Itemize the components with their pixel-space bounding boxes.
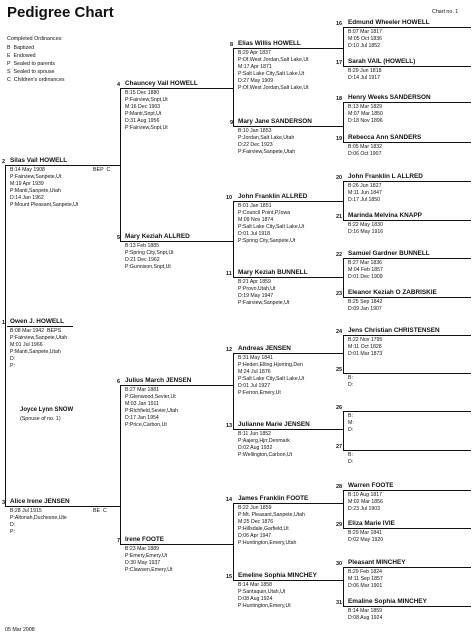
connector-line bbox=[327, 126, 343, 127]
person-fact: B:14 Mar 1859 bbox=[348, 608, 383, 614]
person-fact: D: bbox=[10, 355, 16, 362]
connector-line bbox=[345, 102, 471, 103]
connector-line bbox=[345, 335, 471, 336]
person-number: 12 bbox=[226, 347, 233, 353]
connector-line bbox=[327, 429, 343, 430]
person-fact: M:04 Feb 1857 bbox=[348, 266, 383, 273]
connector-line bbox=[5, 165, 6, 507]
connector-line bbox=[233, 353, 235, 354]
connector-line bbox=[345, 181, 471, 182]
person-number: 5 bbox=[117, 235, 121, 241]
person-fact: P:Spring City,Snpt,Ut bbox=[125, 249, 174, 256]
connector-line bbox=[233, 48, 234, 127]
connector-line bbox=[214, 241, 233, 242]
person-fact: B: bbox=[348, 413, 353, 419]
person-number: 30 bbox=[336, 561, 343, 567]
person-number: 17 bbox=[336, 60, 343, 66]
person-fact: D:10 Jul 1852 bbox=[348, 42, 381, 49]
person-number: 15 bbox=[226, 574, 233, 580]
connector-line bbox=[120, 544, 122, 545]
connector-line bbox=[233, 580, 235, 581]
person-fact: P:Salt Lake City,Salt Lake,Ut bbox=[238, 70, 305, 77]
person-name: Mary Keziah BUNNELL bbox=[238, 269, 308, 276]
person-fact: P:Spring City,Sanpete,Ut bbox=[238, 237, 296, 244]
connector-line bbox=[233, 201, 234, 278]
ordinance-codes: BEP C bbox=[93, 167, 111, 173]
person-fact: B:22 Nov 1795 bbox=[348, 337, 383, 343]
person-number: 9 bbox=[230, 120, 234, 126]
person-name: Julianne Marie JENSEN bbox=[238, 421, 310, 428]
person-number: 8 bbox=[230, 42, 234, 48]
person-fact: B:08 Mar 1942 bbox=[10, 328, 45, 334]
person-number: 27 bbox=[336, 444, 343, 450]
person-fact: B:21 Apr 1859 bbox=[238, 279, 271, 285]
person-name: Chauncey Vail HOWELL bbox=[125, 80, 198, 87]
connector-line bbox=[235, 48, 327, 49]
person-fact: B:22 May 1830 bbox=[348, 222, 383, 228]
connector-line bbox=[214, 88, 233, 89]
connector-line bbox=[343, 142, 345, 143]
connector-line bbox=[345, 373, 471, 374]
person-fact: M:17 Apr 1871 bbox=[238, 63, 272, 70]
person-fact: D:06 Apr 1947 bbox=[238, 532, 272, 539]
connector-line bbox=[345, 27, 471, 28]
connector-line bbox=[343, 335, 344, 374]
legend-item: S Sealed to spouse bbox=[7, 69, 55, 75]
person-fact: P:Fairview,Sanpete,Ut bbox=[10, 173, 62, 180]
spouse-note: (Spouse of no. 1) bbox=[20, 416, 61, 422]
person-number: 20 bbox=[336, 175, 343, 181]
connector-line bbox=[345, 258, 471, 259]
person-fact: D:01 Dec 1909 bbox=[348, 273, 383, 280]
person-name: Sarah VAIL (HOWELL) bbox=[348, 58, 416, 65]
person-fact: P:Glenwood,Sevier,Ut bbox=[125, 393, 176, 400]
person-fact: P:Gunnison,Snpt,Ut bbox=[125, 263, 171, 270]
connector-line bbox=[345, 411, 471, 412]
person-fact: P:Fairview,Snpt,Ut bbox=[125, 96, 168, 103]
print-date: 05 Mar 2008 bbox=[5, 627, 35, 633]
person-fact: D:01 Jul 1918 bbox=[238, 230, 271, 237]
person-fact: M:02 Mar 1856 bbox=[348, 498, 383, 505]
connector-line bbox=[343, 102, 345, 103]
person-fact: M:05 Oct 1836 bbox=[348, 35, 383, 42]
legend-heading: Completed Ordinances: bbox=[7, 36, 63, 42]
connector-line bbox=[235, 353, 327, 354]
ordinance-codes: BE C bbox=[93, 508, 107, 514]
connector-line bbox=[120, 241, 122, 242]
person-fact: D:14 Jul 1917 bbox=[348, 74, 381, 81]
person-fact: B:15 Dec 1880 bbox=[125, 90, 160, 96]
person-fact: D: bbox=[348, 426, 354, 433]
person-fact: P:Mt. Pleasant,Sanpete,Utah bbox=[238, 511, 305, 518]
connector-line bbox=[120, 385, 121, 545]
connector-line bbox=[235, 277, 327, 278]
connector-line bbox=[7, 506, 119, 507]
person-fact: P:Manti,Sanpete,Utah bbox=[10, 187, 61, 194]
person-name: Emeline Sophia MINCHEY bbox=[238, 572, 317, 579]
person-name: Silas Vail HOWELL bbox=[10, 157, 68, 164]
person-name: Mary Jane SANDERSON bbox=[238, 118, 312, 125]
person-fact: B:13 Mar 1829 bbox=[348, 104, 383, 110]
connector-line bbox=[233, 126, 235, 127]
person-name: Alice Irene JENSEN bbox=[10, 498, 70, 505]
person-name: Henry Weeks SANDERSON bbox=[348, 94, 431, 101]
connector-line bbox=[343, 567, 345, 568]
connector-line bbox=[233, 429, 235, 430]
connector-line bbox=[343, 528, 345, 529]
connector-line bbox=[343, 27, 345, 28]
person-name: Mary Keziah ALLRED bbox=[125, 233, 190, 240]
person-fact: M:11 Oct 1828 bbox=[348, 343, 382, 350]
person-number: 23 bbox=[336, 291, 343, 297]
connector-line bbox=[7, 165, 119, 166]
connector-line bbox=[345, 66, 471, 67]
person-fact: D:09 Jan 1907 bbox=[348, 305, 382, 312]
person-fact: M:19 Apr 1939 bbox=[10, 180, 44, 187]
person-fact: B:29 Feb 1824 bbox=[348, 569, 383, 575]
person-fact: D: bbox=[348, 458, 354, 465]
person-name: Irene FOOTE bbox=[125, 536, 165, 543]
person-name: Emaline Sophia MINCHEY bbox=[348, 598, 427, 605]
person-number: 26 bbox=[336, 405, 343, 411]
person-number: 13 bbox=[226, 423, 233, 429]
connector-line bbox=[214, 385, 233, 386]
person-name: Eleanor Keziah O ZABRISKIE bbox=[348, 289, 437, 296]
person-fact: D: bbox=[348, 381, 354, 388]
connector-line bbox=[345, 528, 471, 529]
person-fact: M:24 Jul 1876 bbox=[238, 368, 271, 375]
person-number: 18 bbox=[336, 96, 343, 102]
connector-line bbox=[343, 411, 344, 451]
person-fact: B:14 Mar 1858 bbox=[238, 582, 273, 588]
person-fact: P:Salt Lake City,Salt Lake,Ut bbox=[238, 375, 305, 382]
person-fact: B:01 Jan 1851 bbox=[238, 203, 272, 209]
person-fact: M:07 Mar 1850 bbox=[348, 110, 383, 117]
person-name: John Franklin ALLRED bbox=[238, 193, 308, 200]
person-fact: M:11 Sep 1857 bbox=[348, 575, 383, 582]
connector-line bbox=[5, 506, 7, 507]
person-fact: D:17 Jul 1850 bbox=[348, 196, 381, 203]
connector-line bbox=[214, 544, 233, 545]
connector-line bbox=[343, 335, 345, 336]
ordinance-codes: BEPS bbox=[47, 328, 62, 334]
person-fact: P:Huntington,Emery,Ut bbox=[238, 602, 291, 609]
connector-line bbox=[343, 66, 345, 67]
connector-line bbox=[235, 429, 327, 430]
person-fact: D:14 Jan 1962 bbox=[10, 194, 44, 201]
connector-line bbox=[345, 142, 471, 143]
person-name: Warren FOOTE bbox=[348, 482, 394, 489]
person-fact: D:21 Dec 1962 bbox=[125, 256, 160, 263]
connector-line bbox=[327, 277, 343, 278]
legend-item: E Endowed bbox=[7, 53, 36, 59]
person-number: 24 bbox=[336, 329, 343, 335]
connector-line bbox=[327, 503, 343, 504]
connector-line bbox=[327, 48, 343, 49]
connector-line bbox=[233, 277, 235, 278]
person-fact: P:Richfield,Sevier,Utah bbox=[125, 407, 179, 414]
person-name: Elias Willis HOWELL bbox=[238, 40, 301, 47]
person-fact: B:29 Mar 1841 bbox=[348, 530, 383, 536]
person-fact: D:08 Aug 1924 bbox=[238, 595, 273, 602]
person-number: 19 bbox=[336, 136, 343, 142]
person-fact: P:Hillsdale,Garfield,Ut bbox=[238, 525, 289, 532]
person-fact: P:Salt Lake City,Salt Lake,Ut bbox=[238, 223, 305, 230]
connector-line bbox=[120, 88, 121, 242]
person-fact: B:14 May 1908 bbox=[10, 167, 45, 173]
person-fact: B: bbox=[348, 375, 353, 381]
person-number: 6 bbox=[117, 379, 121, 385]
person-fact: M:25 Dec 1876 bbox=[238, 518, 274, 525]
person-fact: P:Provo,Utah,Ut bbox=[238, 285, 276, 292]
person-number: 29 bbox=[336, 522, 343, 528]
person-fact: P:Of,West Jordan,Salt Lake,Ut bbox=[238, 84, 309, 91]
person-fact: B:27 Mar 1836 bbox=[348, 260, 383, 266]
person-number: 1 bbox=[2, 320, 6, 326]
connector-line bbox=[343, 297, 345, 298]
connector-line bbox=[343, 181, 345, 182]
person-fact: B:10 Aug 1817 bbox=[348, 492, 383, 498]
person-number: 2 bbox=[2, 159, 6, 165]
person-fact: P:Huntington,Emery,Utah bbox=[238, 539, 297, 546]
person-fact: D:17 Jan 1954 bbox=[125, 414, 159, 421]
connector-line bbox=[345, 297, 471, 298]
person-fact: D:06 Mar 1901 bbox=[348, 582, 383, 589]
person-fact: M: bbox=[348, 419, 354, 426]
person-fact: P:Fairview,Sanpete,Utah bbox=[10, 334, 68, 341]
page-title: Pedigree Chart bbox=[7, 4, 114, 21]
person-fact: P:Aajerg,Hjrr,Denmark bbox=[238, 437, 290, 444]
person-fact: P:Fairview,Sanpete,Utah bbox=[238, 148, 296, 155]
legend-item: B Baptized bbox=[7, 45, 35, 51]
connector-line bbox=[235, 503, 327, 504]
connector-line bbox=[7, 326, 73, 327]
person-fact: M:09 Nov 1874 bbox=[238, 216, 274, 223]
connector-line bbox=[343, 102, 344, 143]
connector-line bbox=[122, 241, 214, 242]
person-number: 31 bbox=[336, 600, 343, 606]
person-fact: P:Fairview,Snpt,Ut bbox=[125, 124, 168, 131]
person-number: 28 bbox=[336, 484, 343, 490]
connector-line bbox=[343, 490, 345, 491]
connector-line bbox=[343, 220, 345, 221]
person-fact: M:16 Dec 1903 bbox=[125, 103, 161, 110]
person-fact: B: bbox=[348, 452, 353, 458]
person-fact: P:Mount Pleasant,Sanpete,Ut bbox=[10, 201, 79, 208]
person-name: Edmund Wheeler HOWELL bbox=[348, 19, 430, 26]
person-fact: B:27 Mar 1881 bbox=[125, 387, 160, 393]
person-fact: P:Wellington,Carbon,Ut bbox=[238, 451, 293, 458]
connector-line bbox=[235, 580, 327, 581]
person-fact: B:29 Apr 1837 bbox=[238, 50, 271, 56]
person-fact: B:13 Feb 1885 bbox=[125, 243, 160, 249]
person-fact: D: bbox=[10, 521, 16, 528]
person-fact: B:07 Mar 1817 bbox=[348, 29, 383, 35]
connector-line bbox=[120, 385, 122, 386]
connector-line bbox=[343, 258, 345, 259]
person-name: Pleasant MINCHEY bbox=[348, 559, 406, 566]
person-fact: P:Santaquin,Utah,Ut bbox=[238, 588, 286, 595]
legend-item: C Children's ordinances bbox=[7, 77, 65, 83]
person-number: 4 bbox=[117, 82, 121, 88]
connector-line bbox=[343, 567, 344, 607]
connector-line bbox=[343, 27, 344, 67]
connector-line bbox=[235, 126, 327, 127]
person-fact: B:26 Jun 1827 bbox=[348, 183, 382, 189]
connector-line bbox=[343, 373, 345, 374]
person-fact: D:02 Aug 1932 bbox=[238, 444, 273, 451]
person-fact: D:27 May 1909 bbox=[238, 77, 274, 84]
person-fact: P:Price,Carbon,Ut bbox=[125, 421, 167, 428]
person-name: John Franklin L ALLRED bbox=[348, 173, 423, 180]
person-name: Julius March JENSEN bbox=[125, 377, 192, 384]
connector-line bbox=[122, 385, 214, 386]
person-fact: B:28 Jul 1915 bbox=[10, 508, 42, 514]
connector-line bbox=[5, 165, 7, 166]
person-fact: P:Council Point,P,Iowa bbox=[238, 209, 291, 216]
person-fact: P:Manti,Sanpete,Utah bbox=[10, 348, 61, 355]
person-name: Owen J. HOWELL bbox=[10, 318, 64, 325]
person-fact: P:Clawsen,Emery,Ut bbox=[125, 566, 173, 573]
chart-number: Chart no. 1 bbox=[432, 9, 459, 15]
connector-line bbox=[343, 411, 345, 412]
person-name: Marinda Melvina KNAPP bbox=[348, 212, 422, 219]
connector-line bbox=[327, 353, 343, 354]
person-fact: P:Jordan,Salt Lake,Utah bbox=[238, 134, 295, 141]
connector-line bbox=[345, 490, 471, 491]
connector-line bbox=[233, 503, 235, 504]
person-fact: D:22 Dec 1923 bbox=[238, 141, 273, 148]
spouse-name: Joyce Lynn SNOW bbox=[20, 407, 74, 413]
connector-line bbox=[343, 490, 344, 529]
person-fact: M:11 Jun 1847 bbox=[348, 189, 382, 196]
person-fact: D:19 May 1947 bbox=[238, 292, 274, 299]
person-fact: D:02 May 1920 bbox=[348, 536, 384, 543]
person-fact: P:Of,West Jordan,Salt Lake,Ut bbox=[238, 56, 309, 63]
person-fact: M:03 Jan 1911 bbox=[125, 400, 159, 407]
person-fact: P:Manti,Snpt,Ut bbox=[125, 110, 162, 117]
person-fact: D:31 Aug 1956 bbox=[125, 117, 160, 124]
person-fact: B:31 May 1841 bbox=[238, 355, 273, 361]
person-fact: D:01 Mar 1873 bbox=[348, 350, 383, 357]
person-name: Rebecca Ann SANDERS bbox=[348, 134, 422, 141]
person-name: Eliza Marie IVIE bbox=[348, 520, 395, 527]
person-name: James Franklin FOOTE bbox=[238, 495, 309, 502]
connector-line bbox=[343, 450, 345, 451]
person-number: 22 bbox=[336, 252, 343, 258]
person-fact: B:10 Jan 1853 bbox=[238, 128, 272, 134]
person-fact: P:Ferron,Emery,Ut bbox=[238, 389, 281, 396]
person-fact: M:01 Jul 1966 bbox=[10, 341, 43, 348]
person-fact: D:18 Nov 1896 bbox=[348, 117, 383, 124]
connector-line bbox=[345, 606, 471, 607]
connector-line bbox=[233, 201, 235, 202]
connector-line bbox=[343, 258, 344, 298]
person-number: 25 bbox=[336, 367, 343, 373]
person-number: 7 bbox=[117, 538, 121, 544]
person-fact: D:16 May 1916 bbox=[348, 228, 384, 235]
connector-line bbox=[343, 606, 345, 607]
person-number: 14 bbox=[226, 497, 233, 503]
person-fact: D:30 May 1937 bbox=[125, 559, 161, 566]
connector-line bbox=[327, 201, 343, 202]
person-fact: D:08 Aug 1924 bbox=[348, 614, 383, 621]
person-fact: B:11 Jun 1852 bbox=[238, 431, 272, 437]
person-number: 11 bbox=[226, 271, 232, 277]
person-name: Samuel Gardner BUNNELL bbox=[348, 250, 430, 257]
person-fact: B:05 Mar 1832 bbox=[348, 144, 383, 150]
person-fact: D:06 Oct 1907 bbox=[348, 150, 382, 157]
person-number: 21 bbox=[336, 214, 343, 220]
person-number: 16 bbox=[336, 21, 343, 27]
person-fact: P: bbox=[10, 528, 15, 535]
connector-line bbox=[120, 88, 122, 89]
person-number: 3 bbox=[2, 500, 6, 506]
person-fact: P:Altonah,Duchesne,Ute bbox=[10, 514, 67, 521]
person-number: 10 bbox=[226, 195, 233, 201]
connector-line bbox=[345, 567, 471, 568]
connector-line bbox=[233, 48, 235, 49]
person-fact: B:22 Jun 1859 bbox=[238, 505, 272, 511]
connector-line bbox=[233, 503, 234, 581]
connector-line bbox=[327, 580, 343, 581]
connector-line bbox=[122, 88, 214, 89]
legend-item: P Sealed to parents bbox=[7, 61, 56, 67]
person-name: Jens Christian CHRISTENSEN bbox=[348, 327, 440, 334]
person-fact: D:01 Jul 1927 bbox=[238, 382, 271, 389]
connector-line bbox=[235, 201, 327, 202]
connector-line bbox=[122, 544, 214, 545]
person-fact: B:23 Mar 1889 bbox=[125, 546, 160, 552]
connector-line bbox=[343, 181, 344, 221]
person-fact: D:23 Jul 1903 bbox=[348, 505, 381, 512]
person-fact: B:25 Sep 1842 bbox=[348, 299, 383, 305]
person-fact: B:29 Jun 1818 bbox=[348, 68, 382, 74]
connector-line bbox=[345, 220, 471, 221]
person-fact: P: bbox=[10, 362, 15, 369]
person-fact: P:Emery,Emery,Ut bbox=[125, 552, 168, 559]
person-fact: P:Heden,Elling,Hjorring,Den bbox=[238, 361, 303, 368]
connector-line bbox=[233, 353, 234, 430]
person-fact: P:Fairview,Sanpete,Ut bbox=[238, 299, 290, 306]
person-name: Andreas JENSEN bbox=[238, 345, 291, 352]
connector-line bbox=[345, 450, 471, 451]
